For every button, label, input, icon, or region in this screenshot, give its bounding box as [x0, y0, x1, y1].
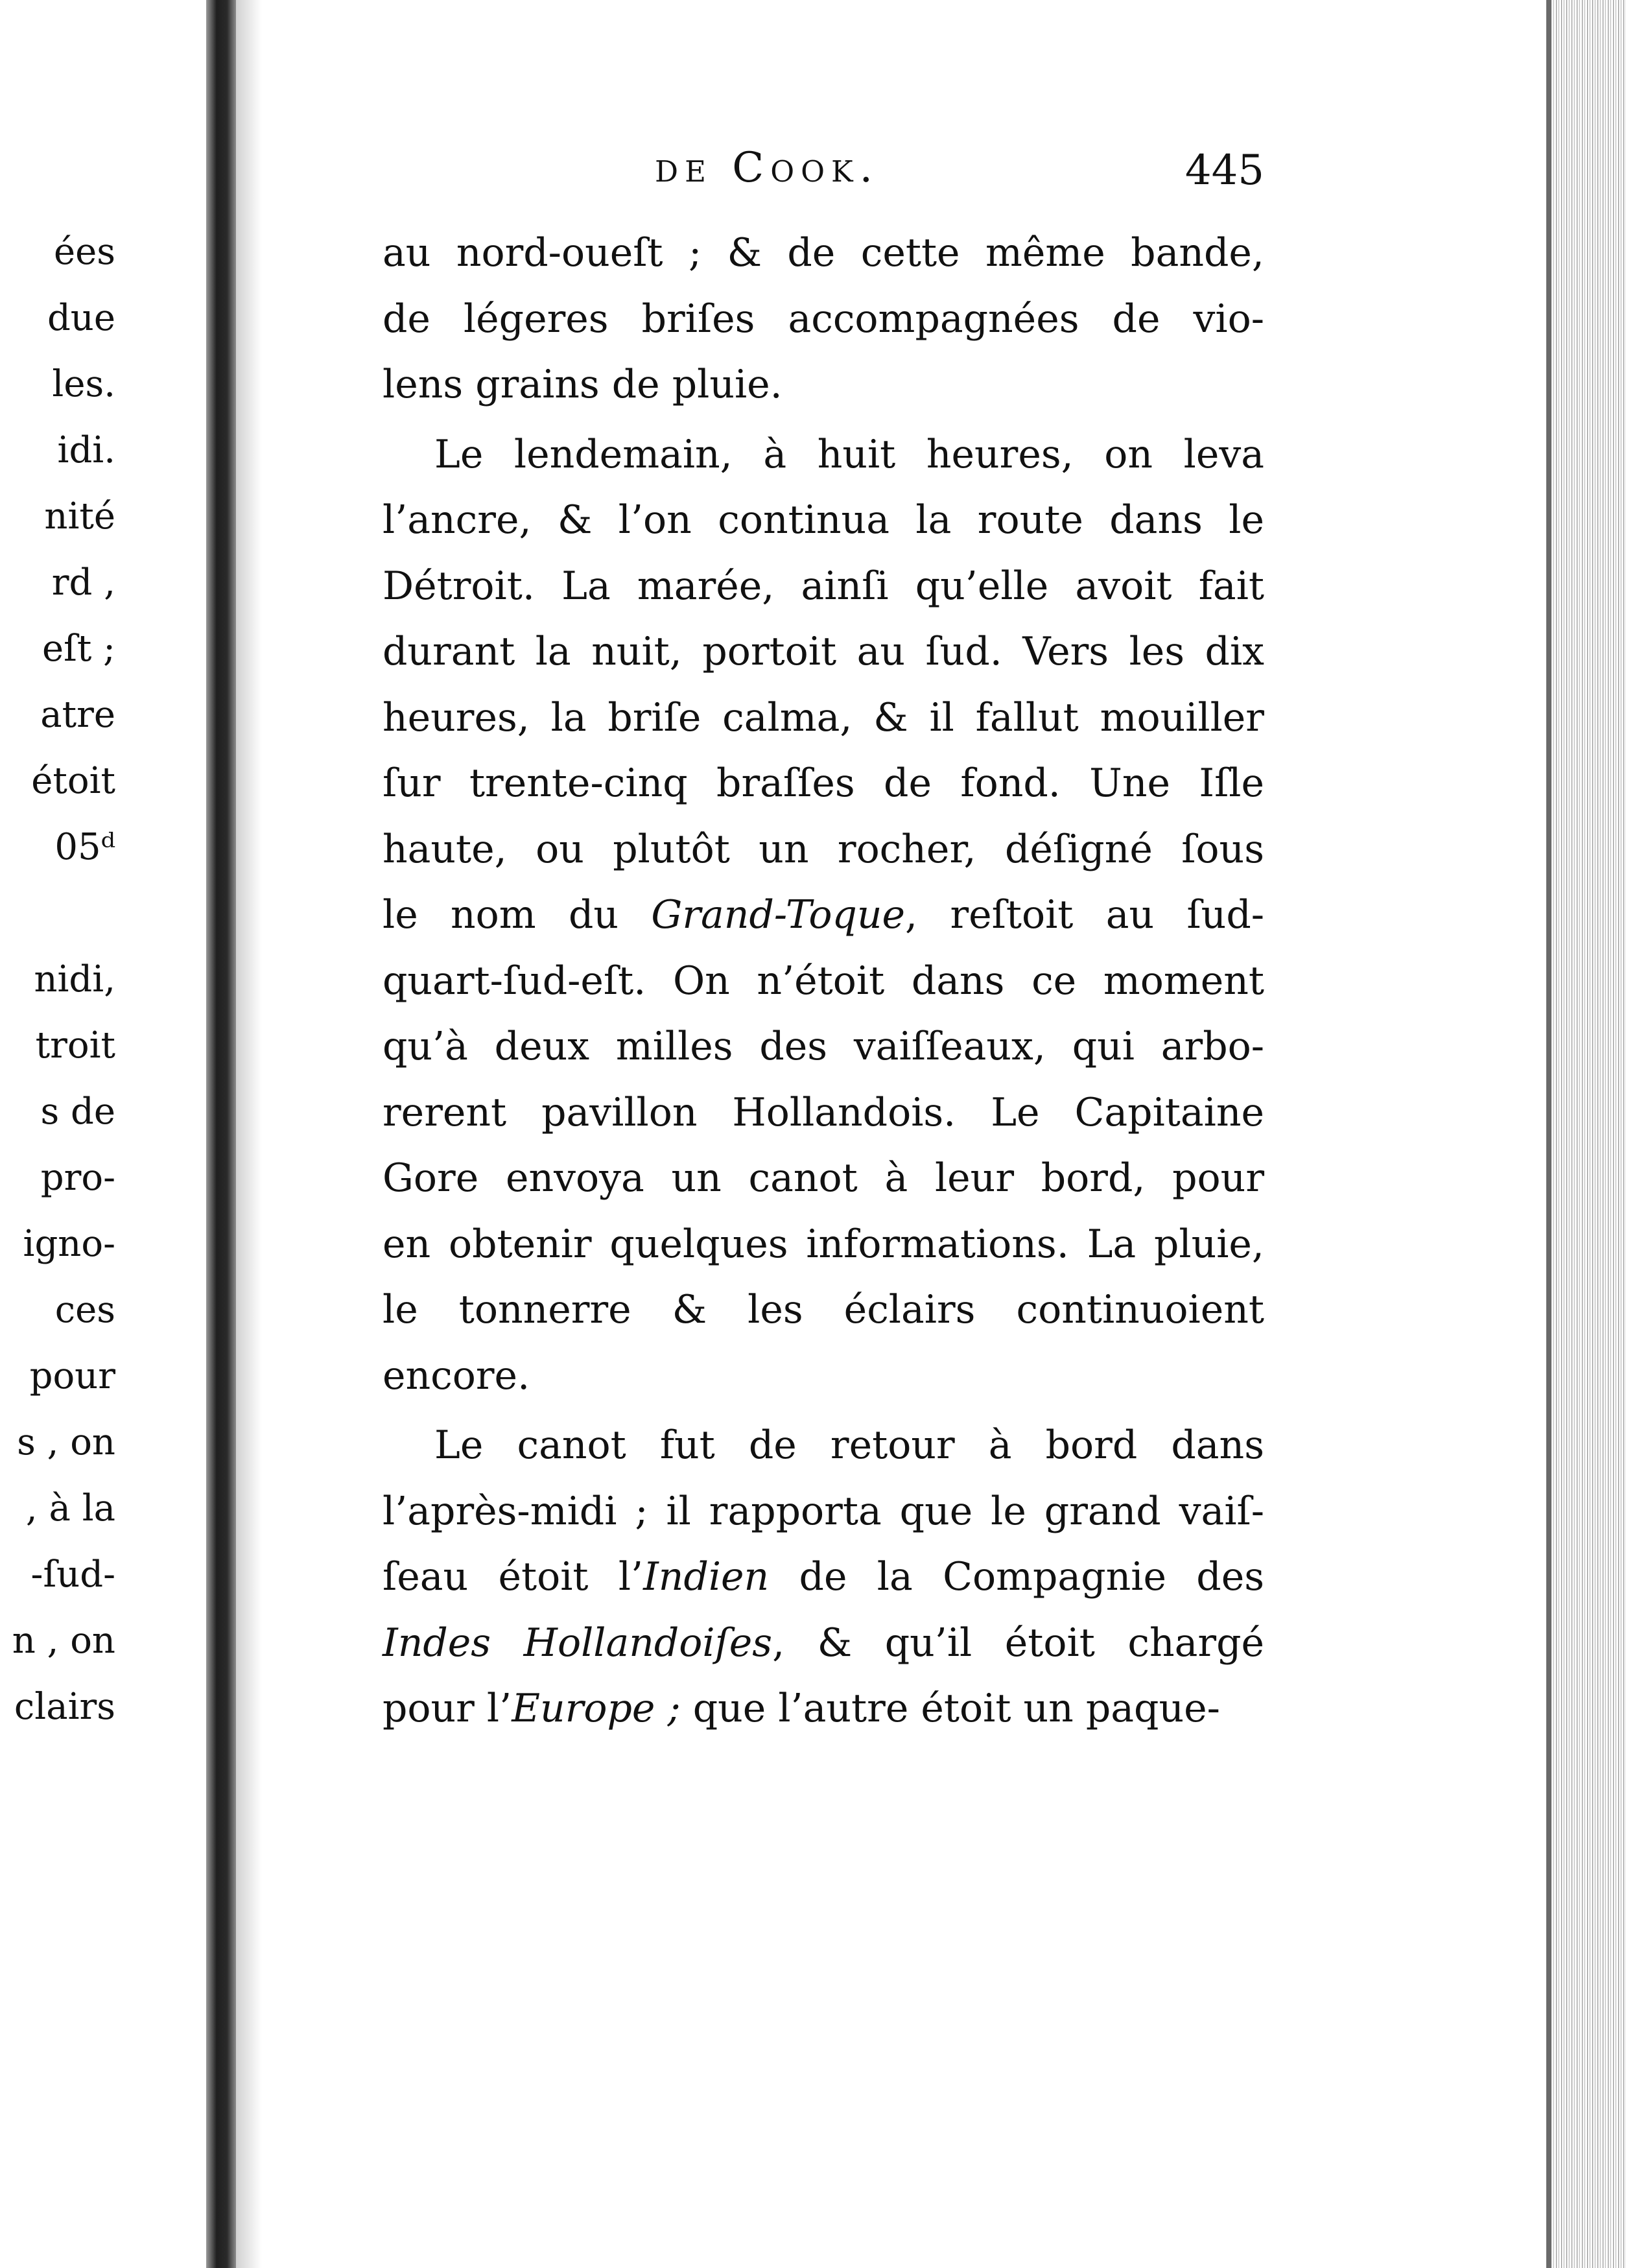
facing-line: atre	[40, 694, 115, 736]
body-text	[383, 220, 1264, 1742]
text-line	[383, 1544, 1264, 1611]
facing-line: nité	[44, 495, 115, 537]
facing-line: n , on	[12, 1620, 115, 1662]
text-run: ſeau étoit l’	[383, 1554, 644, 1600]
book-gutter	[206, 0, 236, 2268]
text-line: Gore envoya un canot à leur bord, pour	[383, 1155, 1264, 1201]
facing-line: idi.	[57, 429, 115, 471]
page-edge-shadow	[1546, 0, 1551, 2268]
text-run: , reſtoit au ſud-	[905, 892, 1265, 938]
facing-line	[12, 880, 115, 947]
text-line: heures, la briſe calma, & il fallut mouiller	[383, 694, 1264, 740]
facing-line: s , on	[17, 1421, 115, 1463]
facing-line: -ſud-	[30, 1553, 115, 1596]
text-run: le nom du	[383, 892, 652, 938]
text-line: Détroit. La marée, ainſi qu’elle avoit fait	[383, 563, 1264, 609]
text-line: Le lendemain, à huit heures, on leva	[434, 431, 1264, 477]
italic-term: Europe ;	[512, 1686, 681, 1731]
italic-term: Grand-Toque	[651, 892, 906, 938]
text-line	[383, 1676, 1264, 1742]
text-line: au nord-oueſt ; & de cette même bande,	[383, 230, 1264, 276]
paragraph	[383, 1413, 1264, 1742]
page-number: 445	[1184, 147, 1264, 195]
gutter-shadow	[236, 0, 262, 2268]
text-line: durant la nuit, portoit au ſud. Vers les dix	[383, 629, 1264, 674]
paragraph	[383, 220, 1264, 418]
text-line: encore.	[383, 1353, 530, 1399]
text-run: de la Compagnie des	[769, 1554, 1264, 1600]
facing-line: troit	[35, 1024, 115, 1067]
paragraph	[383, 422, 1264, 1410]
italic-term: Indien	[643, 1554, 770, 1600]
italic-term: Indes Hollandoiſes	[383, 1620, 773, 1666]
text-line: de légeres briſes accompagnées de vio-	[383, 296, 1264, 342]
facing-line: igno-	[23, 1223, 115, 1265]
facing-line: les.	[52, 363, 115, 405]
running-head: de Cook.	[655, 144, 879, 192]
text-line: qu’à deux milles des vaiſſeaux, qui arbo-	[383, 1024, 1264, 1069]
text-line	[383, 882, 1264, 949]
facing-line: ces	[54, 1289, 115, 1331]
text-line: ſur trente-cinq braſſes de fond. Une Iſle	[383, 761, 1264, 806]
facing-line: 05ᵈ	[54, 826, 115, 868]
text-line: quart-ſud-eſt. On n’étoit dans ce moment	[383, 958, 1264, 1004]
facing-line: clairs	[14, 1686, 115, 1728]
text-line: haute, ou plutôt un rocher, déſigné ſous	[383, 826, 1264, 872]
facing-line: due	[47, 297, 115, 339]
page-header	[383, 144, 1264, 209]
text-line: Le canot fut de retour à bord dans	[434, 1423, 1264, 1468]
text-run: que l’autre étoit un paque-	[680, 1686, 1220, 1731]
text-run: pour l’	[383, 1686, 512, 1731]
text-line: lens grains de pluie.	[383, 362, 783, 407]
facing-line: eſt ;	[41, 628, 115, 670]
facing-line: ées	[53, 231, 115, 273]
facing-page-fragment	[0, 0, 206, 2268]
text-line: le tonnerre & les éclairs continuoient	[383, 1287, 1264, 1332]
text-line: rerent pavillon Hollandois. Le Capitaine	[383, 1089, 1264, 1135]
facing-line: nidi,	[34, 958, 115, 1000]
page-stack-edge	[1546, 0, 1626, 2268]
text-line: l’ancre, & l’on continua la route dans le	[383, 497, 1264, 543]
text-line: en obtenir quelques informations. La pluie,	[383, 1221, 1264, 1267]
facing-page-text	[12, 219, 115, 1740]
facing-line: pro-	[40, 1157, 115, 1199]
facing-line: , à la	[25, 1487, 115, 1530]
facing-line: pour	[29, 1355, 115, 1397]
text-line	[383, 1611, 1264, 1677]
text-line: l’après-midi ; il rapporta que le grand vaiſ-	[383, 1488, 1264, 1534]
facing-line: étoit	[31, 760, 115, 802]
text-run: , & qu’il étoit chargé	[772, 1620, 1264, 1666]
facing-line: rd ,	[51, 561, 115, 604]
facing-line: s de	[40, 1091, 115, 1133]
